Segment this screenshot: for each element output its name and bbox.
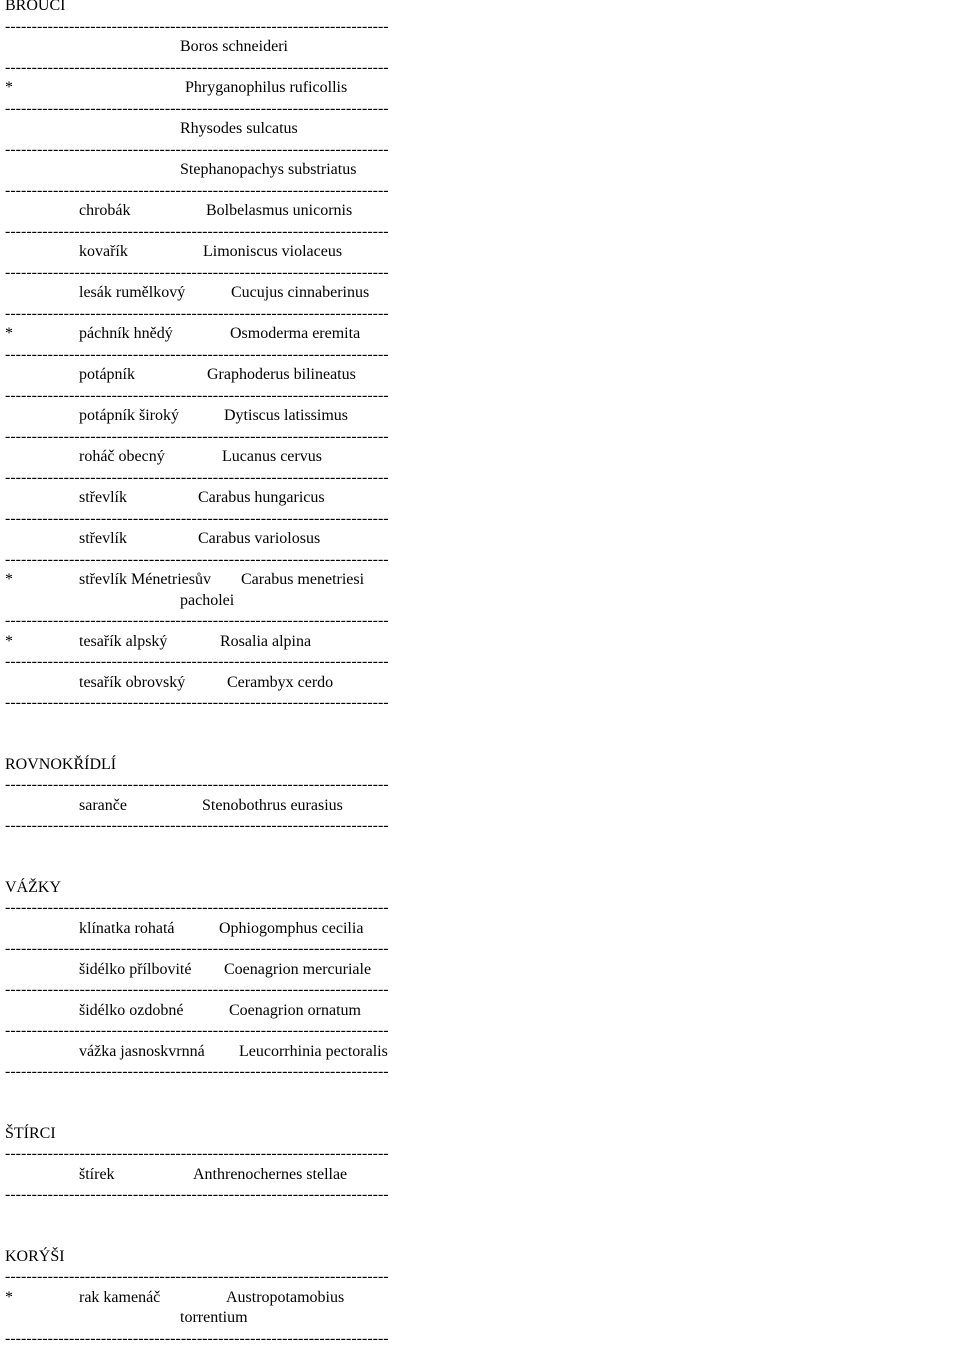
species-row bbox=[5, 37, 411, 58]
latin-name-line: Stenobothrus eurasius bbox=[202, 796, 412, 817]
latin-name-line: Carabus menetriesi bbox=[241, 570, 451, 591]
latin-name bbox=[220, 632, 430, 653]
separator-line: ------------------------------------------------------------------------ bbox=[5, 58, 411, 79]
czech-name: rak kamenáč bbox=[79, 1288, 160, 1309]
section-gap bbox=[5, 1206, 411, 1247]
latin-name bbox=[219, 919, 429, 940]
latin-name-line: Rhysodes sulcatus bbox=[180, 119, 390, 140]
separator-line: ------------------------------------------------------------------------ bbox=[5, 1185, 411, 1206]
separator-line: ------------------------------------------------------------------------ bbox=[5, 263, 411, 284]
separator-line: ------------------------------------------------------------------------ bbox=[5, 427, 411, 448]
separator-line: ------------------------------------------------------------------------ bbox=[5, 980, 411, 1001]
czech-name: roháč obecný bbox=[79, 447, 165, 468]
latin-name bbox=[224, 960, 434, 981]
latin-name bbox=[229, 1001, 439, 1022]
species-row bbox=[5, 201, 411, 222]
latin-name-line: Rosalia alpina bbox=[220, 632, 430, 653]
latin-name bbox=[226, 1288, 436, 1329]
czech-name: střevlík Ménetriesův bbox=[79, 570, 211, 591]
czech-name: potápník bbox=[79, 365, 135, 386]
latin-name bbox=[227, 673, 437, 694]
section-gap bbox=[5, 1083, 411, 1124]
section-title: BROUCI bbox=[5, 0, 411, 17]
latin-name-line: Boros schneideri bbox=[180, 37, 390, 58]
section-gap bbox=[5, 714, 411, 755]
separator-line: ------------------------------------------------------------------------ bbox=[5, 222, 411, 243]
latin-name-line: Ophiogomphus cecilia bbox=[219, 919, 429, 940]
section-title: KORÝŠI bbox=[5, 1247, 411, 1268]
species-row bbox=[5, 283, 411, 304]
separator-line: ------------------------------------------------------------------------ bbox=[5, 611, 411, 632]
species-row bbox=[5, 632, 411, 653]
separator-line: ------------------------------------------------------------------------ bbox=[5, 304, 411, 325]
separator-line: ------------------------------------------------------------------------ bbox=[5, 939, 411, 960]
separator-line: ------------------------------------------------------------------------ bbox=[5, 550, 411, 571]
separator-line: ------------------------------------------------------------------------ bbox=[5, 775, 411, 796]
section-title: ŠTÍRCI bbox=[5, 1124, 411, 1145]
species-row bbox=[5, 242, 411, 263]
separator-line: ------------------------------------------------------------------------ bbox=[5, 1329, 411, 1349]
separator-line: ------------------------------------------------------------------------ bbox=[5, 99, 411, 120]
latin-name-line: torrentium bbox=[180, 1308, 436, 1329]
separator-line: ------------------------------------------------------------------------ bbox=[5, 1267, 411, 1288]
latin-name bbox=[207, 365, 417, 386]
czech-name: šidélko přílbovité bbox=[79, 960, 191, 981]
czech-name: tesařík alpský bbox=[79, 632, 167, 653]
separator-line: ------------------------------------------------------------------------ bbox=[5, 181, 411, 202]
species-row bbox=[5, 1165, 411, 1186]
separator-line: ------------------------------------------------------------------------ bbox=[5, 509, 411, 530]
czech-name: kovařík bbox=[79, 242, 128, 263]
species-row bbox=[5, 160, 411, 181]
latin-name-line: Limoniscus violaceus bbox=[203, 242, 413, 263]
latin-name-line: Phryganophilus ruficollis bbox=[185, 78, 395, 99]
species-row bbox=[5, 406, 411, 427]
latin-name bbox=[239, 1042, 449, 1063]
latin-name bbox=[198, 529, 408, 550]
latin-name-line: Cerambyx cerdo bbox=[227, 673, 437, 694]
latin-name bbox=[193, 1165, 403, 1186]
separator-line: ------------------------------------------------------------------------ bbox=[5, 140, 411, 161]
latin-name-line: Carabus hungaricus bbox=[198, 488, 408, 509]
czech-name: saranče bbox=[79, 796, 127, 817]
latin-name bbox=[203, 242, 413, 263]
species-row bbox=[5, 447, 411, 468]
latin-name-line: Austropotamobius bbox=[226, 1288, 436, 1309]
latin-name bbox=[241, 570, 451, 611]
species-document bbox=[5, 0, 411, 1349]
latin-name bbox=[180, 119, 390, 140]
latin-name-line: Cucujus cinnaberinus bbox=[231, 283, 441, 304]
species-row bbox=[5, 488, 411, 509]
separator-line: ------------------------------------------------------------------------ bbox=[5, 386, 411, 407]
protected-star: * bbox=[5, 632, 13, 653]
separator-line: ------------------------------------------------------------------------ bbox=[5, 652, 411, 673]
czech-name: páchník hnědý bbox=[79, 324, 173, 345]
protected-star: * bbox=[5, 570, 13, 591]
section-gap bbox=[5, 837, 411, 878]
protected-star: * bbox=[5, 324, 13, 345]
species-row bbox=[5, 78, 411, 99]
species-row bbox=[5, 324, 411, 345]
species-row bbox=[5, 796, 411, 817]
latin-name-line: Leucorrhinia pectoralis bbox=[239, 1042, 449, 1063]
species-row bbox=[5, 365, 411, 386]
latin-name-line: Coenagrion ornatum bbox=[229, 1001, 439, 1022]
latin-name bbox=[231, 283, 441, 304]
latin-name-line: Graphoderus bilineatus bbox=[207, 365, 417, 386]
latin-name bbox=[230, 324, 440, 345]
separator-line: ------------------------------------------------------------------------ bbox=[5, 17, 411, 38]
species-row bbox=[5, 1042, 411, 1063]
protected-star: * bbox=[5, 78, 13, 99]
species-row bbox=[5, 919, 411, 940]
latin-name-line: Anthrenochernes stellae bbox=[193, 1165, 403, 1186]
species-row bbox=[5, 570, 411, 611]
species-row bbox=[5, 1001, 411, 1022]
czech-name: chrobák bbox=[79, 201, 131, 222]
separator-line: ------------------------------------------------------------------------ bbox=[5, 898, 411, 919]
czech-name: šidélko ozdobné bbox=[79, 1001, 183, 1022]
separator-line: ------------------------------------------------------------------------ bbox=[5, 1062, 411, 1083]
latin-name-line: Stephanopachys substriatus bbox=[180, 160, 390, 181]
latin-name-line: pacholei bbox=[180, 591, 451, 612]
separator-line: ------------------------------------------------------------------------ bbox=[5, 816, 411, 837]
czech-name: tesařík obrovský bbox=[79, 673, 185, 694]
separator-line: ------------------------------------------------------------------------ bbox=[5, 1144, 411, 1165]
separator-line: ------------------------------------------------------------------------ bbox=[5, 468, 411, 489]
species-row bbox=[5, 529, 411, 550]
separator-line: ------------------------------------------------------------------------ bbox=[5, 345, 411, 366]
species-row bbox=[5, 960, 411, 981]
species-row bbox=[5, 1288, 411, 1329]
latin-name-line: Coenagrion mercuriale bbox=[224, 960, 434, 981]
section-title: VÁŽKY bbox=[5, 878, 411, 899]
species-row bbox=[5, 673, 411, 694]
czech-name: vážka jasnoskvrnná bbox=[79, 1042, 205, 1063]
czech-name: střevlík bbox=[79, 529, 127, 550]
latin-name bbox=[198, 488, 408, 509]
latin-name-line: Dytiscus latissimus bbox=[224, 406, 434, 427]
species-row bbox=[5, 119, 411, 140]
latin-name bbox=[222, 447, 432, 468]
czech-name: střevlík bbox=[79, 488, 127, 509]
latin-name bbox=[180, 37, 390, 58]
separator-line: ------------------------------------------------------------------------ bbox=[5, 693, 411, 714]
czech-name: lesák rumělkový bbox=[79, 283, 185, 304]
separator-line: ------------------------------------------------------------------------ bbox=[5, 1021, 411, 1042]
latin-name bbox=[202, 796, 412, 817]
latin-name-line: Carabus variolosus bbox=[198, 529, 408, 550]
latin-name bbox=[224, 406, 434, 427]
protected-star: * bbox=[5, 1288, 13, 1309]
latin-name bbox=[206, 201, 416, 222]
section-title: ROVNOKŘÍDLÍ bbox=[5, 755, 411, 776]
latin-name-line: Lucanus cervus bbox=[222, 447, 432, 468]
czech-name: potápník široký bbox=[79, 406, 179, 427]
latin-name bbox=[185, 78, 395, 99]
latin-name bbox=[180, 160, 390, 181]
latin-name-line: Bolbelasmus unicornis bbox=[206, 201, 416, 222]
latin-name-line: Osmoderma eremita bbox=[230, 324, 440, 345]
czech-name: klínatka rohatá bbox=[79, 919, 175, 940]
czech-name: štírek bbox=[79, 1165, 115, 1186]
